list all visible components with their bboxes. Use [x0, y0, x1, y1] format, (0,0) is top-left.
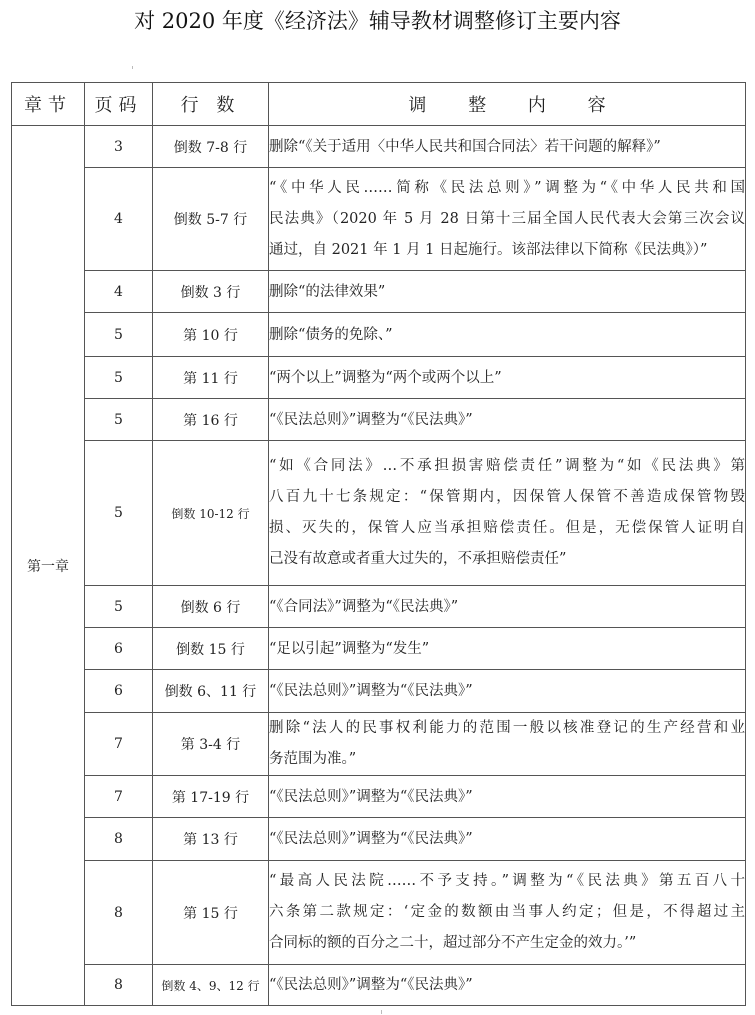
- content-line: 己没有故意或者重大过失的，不承担赔偿责任”: [269, 551, 567, 567]
- adjustment-content-cell: [269, 586, 746, 628]
- table-row: [12, 441, 746, 586]
- line-range-cell: 第 15 行: [153, 861, 269, 965]
- content-line: 务范围为准。”: [269, 751, 357, 767]
- table-row: [12, 313, 746, 357]
- content-line: 八百九十七条规定：“保管期内，因保管人保管不善造成保管物毁: [269, 489, 745, 505]
- content-line: “《合同法》”调整为“《民法典》”: [269, 598, 459, 615]
- page-number-cell: 6: [85, 670, 153, 713]
- table-row: [12, 399, 746, 441]
- adjustment-content-cell: [269, 965, 746, 1006]
- table-row: [12, 126, 746, 168]
- header-chapter: 章节: [12, 83, 85, 126]
- page-number-cell: 5: [85, 357, 153, 399]
- table-row: [12, 818, 746, 861]
- scan-artifact: [381, 1010, 382, 1014]
- content-line: 删除“法人的民事权利能力的范围一般以核准登记的生产经营和业: [269, 720, 745, 736]
- content-line: “《民法总则》”调整为“《民法典》”: [269, 411, 473, 428]
- line-range-cell: 倒数 7-8 行: [153, 126, 269, 168]
- content-line: “《中华人民……简称《民法总则》”调整为“《中华人民共和国: [269, 179, 745, 196]
- page-number-cell: 8: [85, 818, 153, 861]
- page-number-cell: 5: [85, 399, 153, 441]
- table-row: [12, 713, 746, 776]
- adjustment-content-cell: [269, 628, 746, 670]
- line-range-cell: 倒数 10-12 行: [153, 441, 269, 586]
- table-row: [12, 628, 746, 670]
- adjustment-content-cell: [269, 818, 746, 861]
- table-row: [12, 776, 746, 818]
- page-number-cell: 7: [85, 713, 153, 776]
- page-number-cell: 7: [85, 776, 153, 818]
- adjustment-content-cell: [269, 168, 746, 271]
- content-line: “最高人民法院……不予支持。”调整为“《民法典》第五百八十: [269, 873, 745, 889]
- line-range-cell: 第 11 行: [153, 357, 269, 399]
- content-line: “《民法总则》”调整为“《民法典》”: [269, 977, 473, 993]
- content-line: “足以引起”调整为“发生”: [269, 640, 430, 657]
- line-range-cell: 倒数 3 行: [153, 271, 269, 313]
- adjustment-content-cell: [269, 776, 746, 818]
- adjustment-content-cell: [269, 670, 746, 713]
- content-line: 六条第二款规定：‘定金的数额由当事人约定；但是，不得超过主: [269, 904, 745, 920]
- line-range-cell: 第 16 行: [153, 399, 269, 441]
- adjustment-content-cell: [269, 441, 746, 586]
- line-range-cell: 第 3-4 行: [153, 713, 269, 776]
- content-line: “如《合同法》…不承担损害赔偿责任”调整为“如《民法典》第: [269, 458, 745, 474]
- content-line: 民法典》（2020 年 5 月 28 日第十三届全国人民代表大会第三次会议: [269, 210, 745, 227]
- content-line: 删除“债务的免除、”: [269, 326, 393, 343]
- adjustment-content-cell: [269, 713, 746, 776]
- table-row: [12, 965, 746, 1006]
- header-page: 页码: [85, 83, 153, 126]
- content-line: “《民法总则》”调整为“《民法典》”: [269, 788, 473, 805]
- header-content: 调 整 内 容: [269, 83, 746, 126]
- chapter-label: 第一章: [27, 558, 69, 575]
- revision-table: [11, 82, 746, 1006]
- line-range-cell: 第 13 行: [153, 818, 269, 861]
- content-line: “两个以上”调整为“两个或两个以上”: [269, 369, 502, 386]
- line-range-cell: 倒数 4、9、12 行: [153, 965, 269, 1006]
- line-range-cell: 倒数 6、11 行: [153, 670, 269, 713]
- table-row: [12, 168, 746, 271]
- content-line: 损、灭失的，保管人应当承担赔偿责任。但是，无偿保管人证明自: [269, 520, 745, 536]
- page-number-cell: 8: [85, 861, 153, 965]
- line-range-cell: 倒数 15 行: [153, 628, 269, 670]
- content-line: “《民法总则》”调整为“《民法典》”: [269, 831, 473, 847]
- adjustment-content-cell: [269, 357, 746, 399]
- content-line: 通过，自 2021 年 1 月 1 日起施行。该部法律以下简称《民法典》）”: [269, 241, 708, 258]
- table-row: [12, 861, 746, 965]
- line-range-cell: 第 17-19 行: [153, 776, 269, 818]
- content-line: 删除“的法律效果”: [269, 283, 386, 300]
- scan-artifact: [132, 66, 133, 69]
- page-number-cell: 6: [85, 628, 153, 670]
- content-line: 删除“《关于适用〈中华人民共和国合同法〉若干问题的解释》”: [269, 138, 661, 155]
- line-range-cell: 倒数 6 行: [153, 586, 269, 628]
- adjustment-content-cell: [269, 313, 746, 357]
- adjustment-content-cell: [269, 126, 746, 168]
- page-number-cell: 5: [85, 441, 153, 586]
- page-number-cell: 3: [85, 126, 153, 168]
- content-line: “《民法总则》”调整为“《民法典》”: [269, 683, 473, 699]
- adjustment-content-cell: [269, 271, 746, 313]
- table-row: [12, 670, 746, 713]
- table-row: [12, 357, 746, 399]
- chapter-cell: [12, 126, 85, 1006]
- header-lines: 行 数: [153, 83, 269, 126]
- adjustment-content-cell: [269, 399, 746, 441]
- document-title: 对 2020 年度《经济法》辅导教材调整修订主要内容: [134, 9, 621, 33]
- line-range-cell: 第 10 行: [153, 313, 269, 357]
- line-range-cell: 倒数 5-7 行: [153, 168, 269, 271]
- adjustment-content-cell: [269, 861, 746, 965]
- table-row: [12, 271, 746, 313]
- content-line: 合同标的额的百分之二十，超过部分不产生定金的效力。’”: [269, 935, 637, 951]
- table-row: [12, 586, 746, 628]
- page-number-cell: 5: [85, 313, 153, 357]
- page-number-cell: 8: [85, 965, 153, 1006]
- table-header-row: [12, 83, 746, 126]
- page-number-cell: 4: [85, 168, 153, 271]
- page-number-cell: 4: [85, 271, 153, 313]
- page-number-cell: 5: [85, 586, 153, 628]
